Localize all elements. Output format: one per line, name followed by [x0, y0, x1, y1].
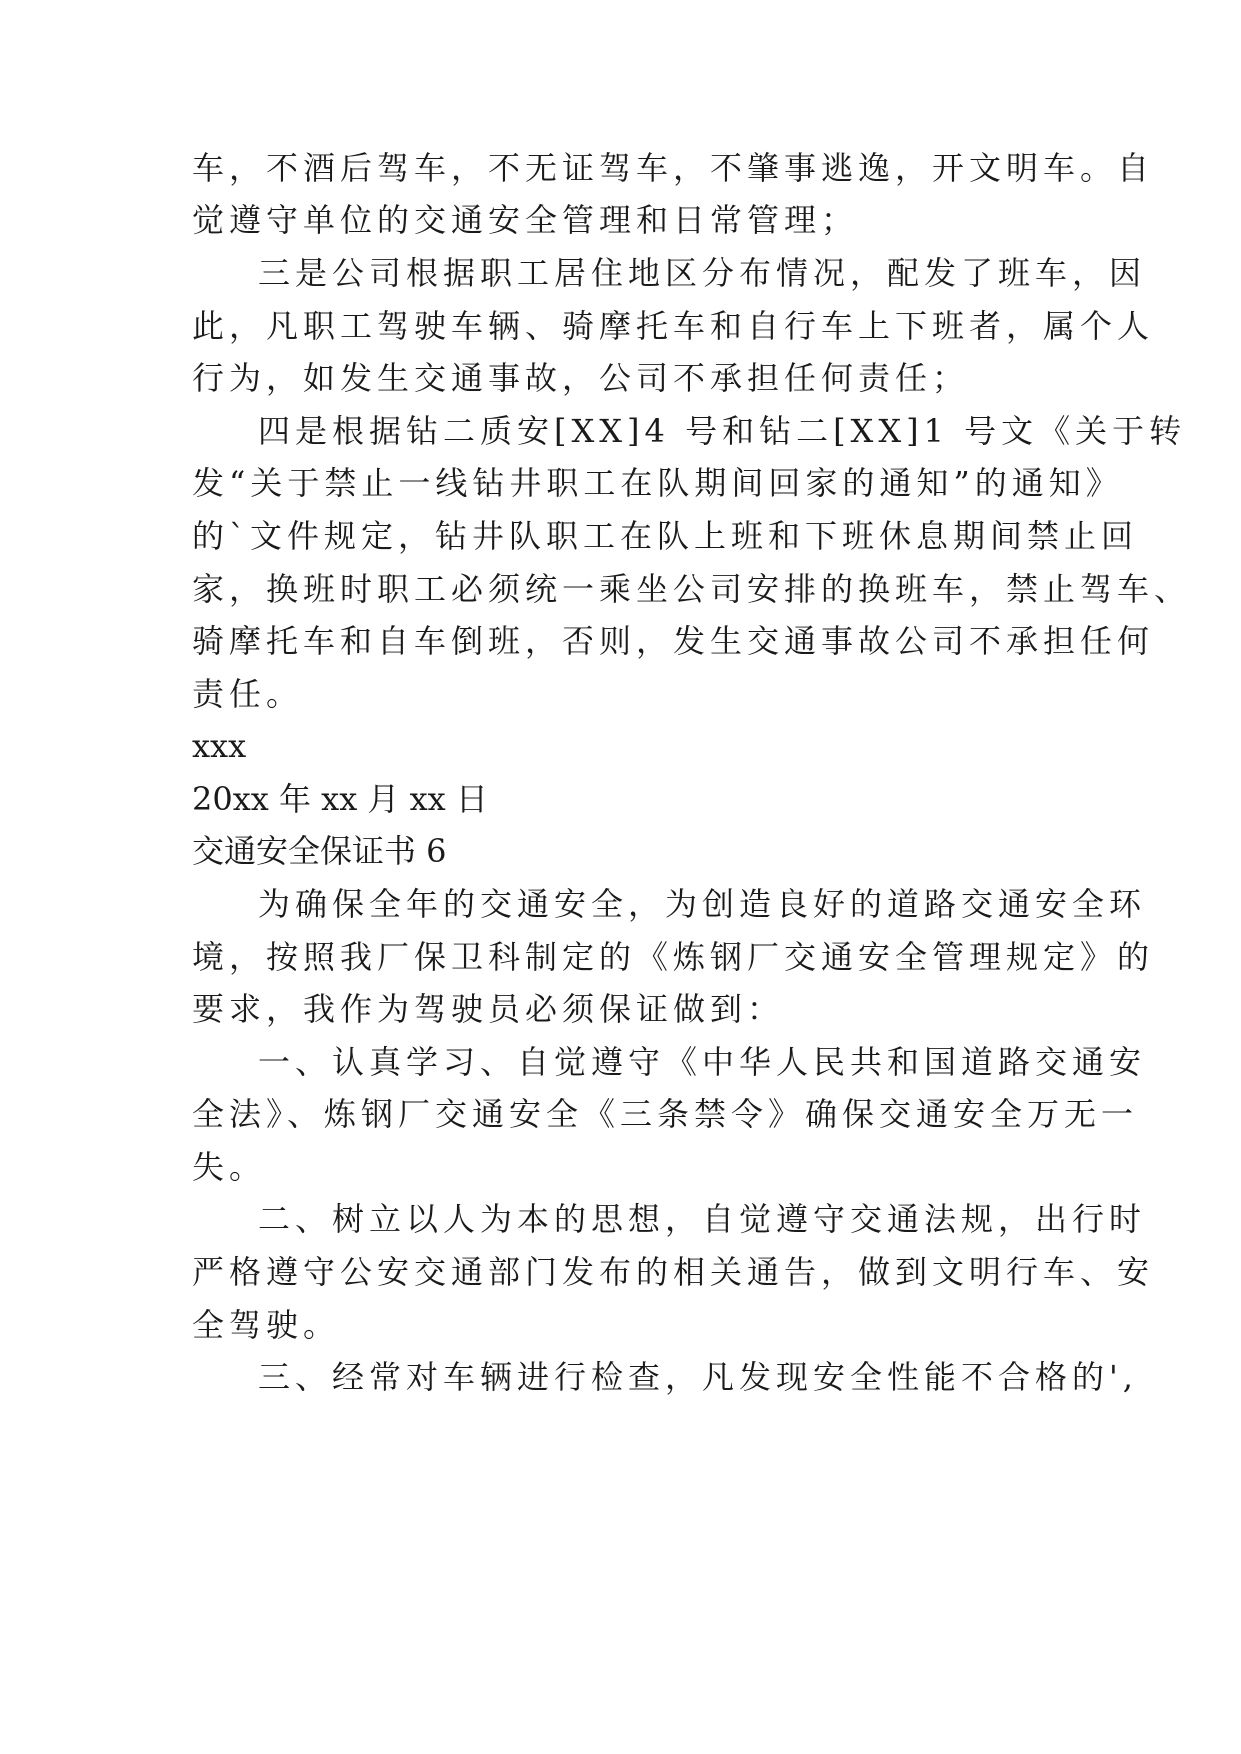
text-line: 为确保全年的交通安全，为创造良好的道路交通安全环: [258, 885, 1147, 923]
text-line: 三是公司根据职工居住地区分布情况，配发了班车，因: [258, 254, 1147, 292]
text-line: 一、认真学习、自觉遵守《中华人民共和国道路交通安: [258, 1043, 1147, 1081]
text-line: 四是根据钻二质安[XX]4 号和钻二[XX]1 号文《关于转: [258, 412, 1187, 450]
text-line: 境，按照我厂保卫科制定的《炼钢厂交通安全管理规定》的: [192, 938, 1155, 976]
text-line: 车，不酒后驾车，不无证驾车，不肇事逃逸，开文明车。自: [192, 149, 1155, 187]
text-line: 骑摩托车和自车倒班，否则，发生交通事故公司不承担任何: [192, 622, 1155, 660]
text-line: 全法》、炼钢厂交通安全《三条禁令》确保交通安全万无一: [192, 1095, 1139, 1133]
text-line: 家，换班时职工必须统一乘坐公司安排的换班车，禁止驾车、: [192, 570, 1192, 608]
text-line: 行为，如发生交通事故，公司不承担任何责任；: [192, 359, 970, 397]
text-line: 责任。: [192, 675, 304, 713]
signature-name: xxx: [192, 727, 247, 765]
text-line: 此，凡职工驾驶车辆、骑摩托车和自行车上下班者，属个人: [192, 307, 1155, 345]
text-line: 严格遵守公安交通部门发布的相关通告，做到文明行车、安: [192, 1253, 1155, 1291]
section-heading: 交通安全保证书 6: [192, 832, 447, 870]
text-line: 二、树立以人为本的思想，自觉遵守交通法规，出行时: [258, 1200, 1147, 1238]
text-line: 失。: [192, 1148, 267, 1186]
text-line: 觉遵守单位的交通安全管理和日常管理；: [192, 201, 859, 239]
text-line: 全驾驶。: [192, 1306, 341, 1344]
text-line: 三、经常对车辆进行检查，凡发现安全性能不合格的',: [258, 1358, 1138, 1396]
signature-date: 20xx 年 xx 月 xx 日: [192, 780, 488, 818]
text-line: 的`文件规定，钻井队职工在队上班和下班休息期间禁止回: [192, 517, 1139, 555]
text-line: 发“关于禁止一线钻井职工在队期间回家的通知”的通知》: [192, 464, 1123, 502]
text-line: 要求，我作为驾驶员必须保证做到：: [192, 990, 785, 1028]
